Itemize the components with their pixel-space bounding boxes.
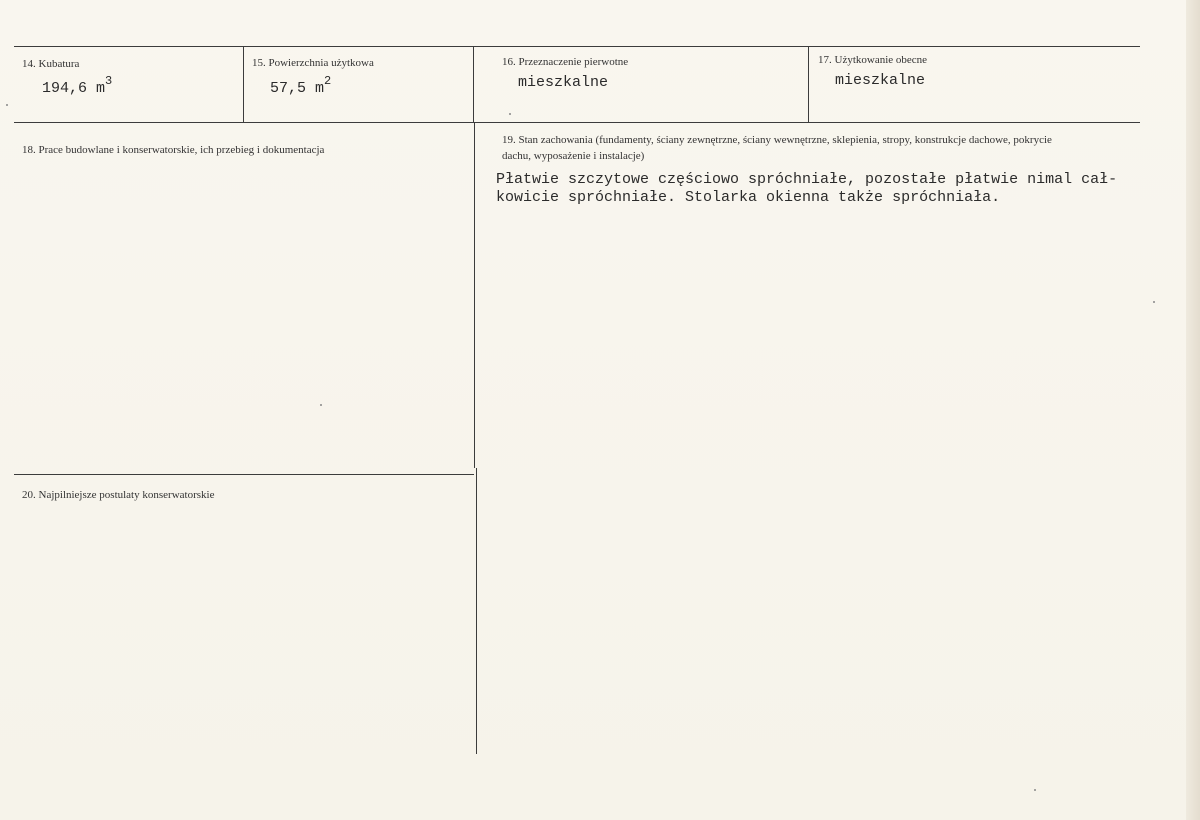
- stan-text-line-2: kowicie spróchniałe. Stolarka okienna także spróchniała.: [496, 189, 1001, 206]
- paper-speck: [509, 113, 511, 115]
- powierzchnia-number: 57,5: [270, 80, 307, 97]
- przeznaczenie-value: mieszkalne: [518, 74, 609, 91]
- kubatura-label: 14. Kubatura: [22, 58, 80, 70]
- column-divider-lower: [476, 468, 477, 754]
- postulaty-label: 20. Najpilniejsze postulaty konserwatorskie: [22, 489, 215, 501]
- paper-speck: [6, 104, 8, 106]
- paper-speck: [1153, 301, 1155, 303]
- powierzchnia-value: [270, 76, 331, 97]
- prace-label: 18. Prace budowlane i konserwatorskie, ich przebieg i dokumentacja: [22, 144, 325, 156]
- divider-16-17: [808, 46, 809, 122]
- kubatura-unit: m: [96, 80, 106, 97]
- column-divider-upper: [474, 122, 475, 468]
- uzytkowanie-value: mieszkalne: [835, 72, 926, 89]
- powierzchnia-label: 15. Powierzchnia użytkowa: [252, 57, 374, 69]
- kubatura-unit-exponent: 3: [105, 74, 113, 88]
- paper-speck: [320, 404, 322, 406]
- stan-label: 19. Stan zachowania (fundamenty, ściany zewnętrzne, ściany wewnętrzne, sklepienia, stropy, konstrukcje dachowe, pokrycie dachu, wyposażenie i instalacje): [502, 134, 1052, 162]
- row1-bottom-line: [14, 122, 1140, 123]
- card-edge: [1186, 0, 1200, 820]
- powierzchnia-unit-exponent: 2: [324, 74, 332, 88]
- top-border-line: [14, 46, 1140, 47]
- uzytkowanie-label: 17. Użytkowanie obecne: [818, 54, 928, 66]
- przeznaczenie-label: 16. Przeznaczenie pierwotne: [502, 56, 629, 68]
- kubatura-number: 194,6: [42, 80, 88, 97]
- paper-speck: [1034, 789, 1036, 791]
- powierzchnia-unit: m: [315, 80, 325, 97]
- divider-14-15: [243, 46, 244, 122]
- stan-text-line-1: Płatwie szczytowe częściowo spróchniałe, pozostałe płatwie nimal cał-: [496, 171, 1118, 188]
- divider-15-16: [473, 46, 474, 122]
- kubatura-value: [42, 76, 112, 97]
- left-column-divider-line: [14, 474, 474, 475]
